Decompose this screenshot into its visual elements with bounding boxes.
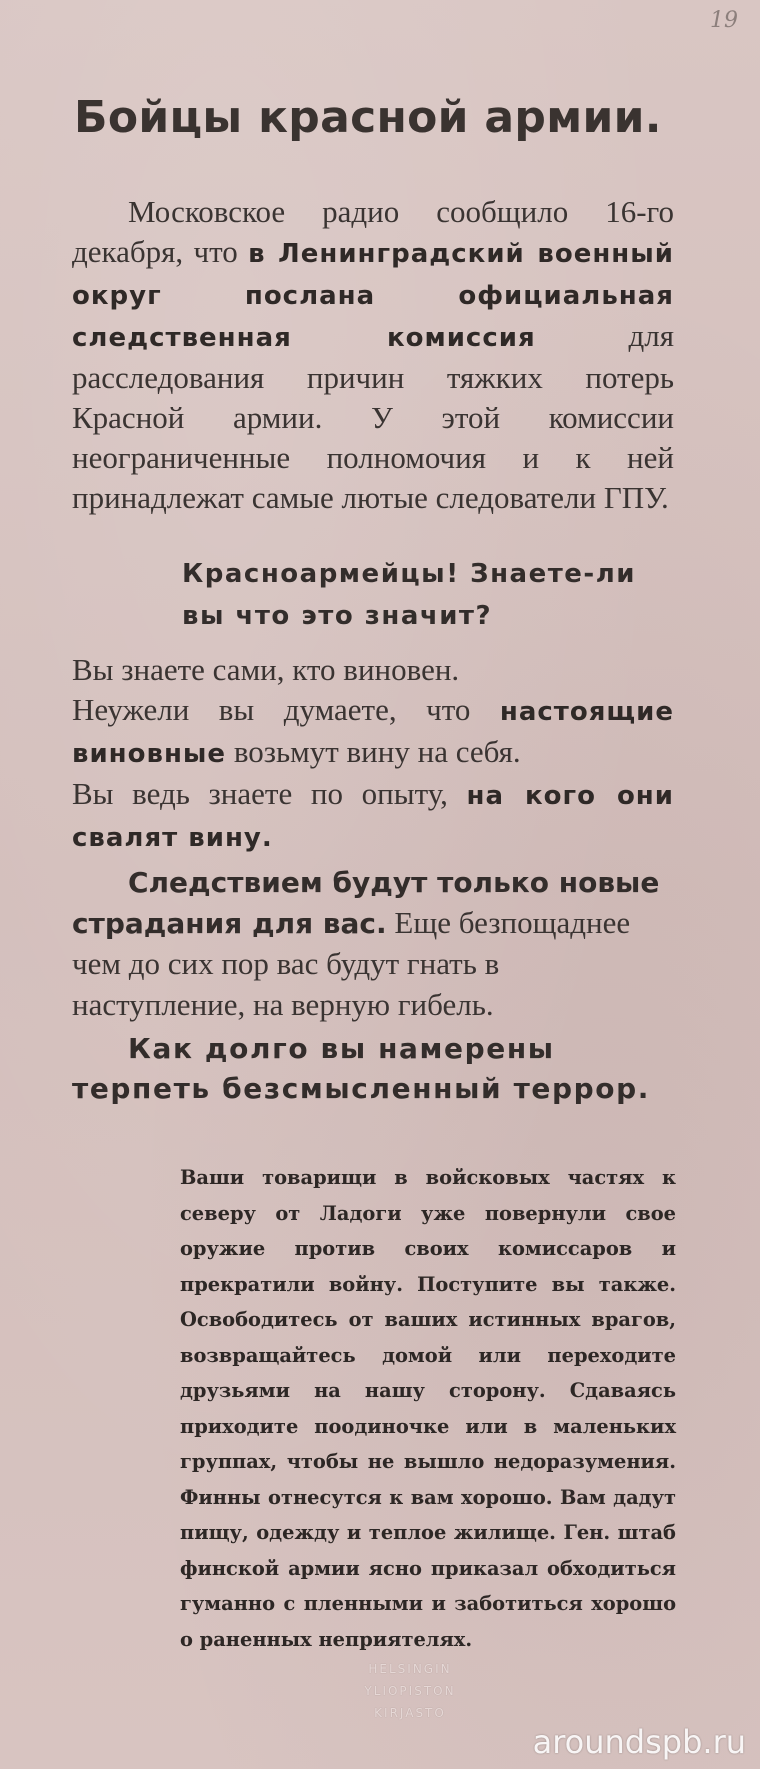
page-number: 19: [710, 8, 738, 33]
stamp-line: YLIOPISTON: [364, 1684, 456, 1698]
paragraph-bold-text: в Ленинградский военный округ послана официальная следственная комиссия: [72, 239, 674, 353]
paragraph-line: [72, 774, 674, 858]
paragraph-text: возьмут вину на себя.: [226, 734, 521, 769]
stamp-line: HELSINGIN: [368, 1662, 452, 1676]
leaflet-title: Бойцы красной армии.: [74, 92, 662, 143]
paragraph-guilt: [72, 650, 674, 858]
paragraph-text: Московское радио сообщило 16-го декабря, что: [72, 194, 674, 269]
stamp-line: KIRJASTO: [374, 1706, 446, 1720]
paragraph-radio-report: [72, 192, 674, 518]
paragraph-text: Неужели вы думаете, что: [72, 692, 500, 727]
paragraph-line: [72, 690, 674, 774]
paragraph-bold-text: настоящие виновные: [72, 697, 674, 769]
paragraph-text: для расследования причин тяжких потерь Красной армии. У этой комиссии неограниченные полномочия и к ней принадлежат самые лютые следователи ГПУ.: [72, 318, 674, 515]
paragraph-appeal: Ваши товарищи в войсковых частях к северу от Ладоги уже повернули свое оружие против своих комиссаров и прекратили войну. Поступите вы также. Освободитесь от ваших истинных врагов, возвращайтесь домой или переходите друзьями на нашу сторону. Сдаваясь приходите поодиночке или в маленьких группах, чтобы не вышло недоразумения. Финны отнесутся к вам хорошо. Вам дадут пищу, одежду и теплое жилище. Ген. штаб финской армии ясно приказал обходиться гуманно с пленными и заботиться хорошо о раненных неприятелях.: [180, 1166, 676, 1651]
paragraph-investigation: [72, 863, 674, 1026]
paragraph-bold-text: Следствием будут только новые страдания для вас.: [72, 866, 660, 940]
paragraph-terror: Как долго вы намерены терпеть безсмысленный террор.: [72, 1032, 650, 1105]
site-watermark: aroundspb.ru: [532, 1723, 746, 1761]
paragraph-text: Еще безпощаднее чем до сих пор вас будут гнать в наступление, на верную гибель.: [72, 905, 631, 1022]
library-stamp: [330, 1658, 490, 1724]
paragraph-text: Вы ведь знаете по опыту,: [72, 776, 467, 811]
paragraph-question: Красноармейцы! Знаете-ли вы что это значит?: [182, 559, 636, 631]
paragraph-line: Вы знаете сами, кто виновен.: [72, 652, 460, 687]
paragraph-bold-text: на кого они свалят вину.: [72, 781, 674, 853]
